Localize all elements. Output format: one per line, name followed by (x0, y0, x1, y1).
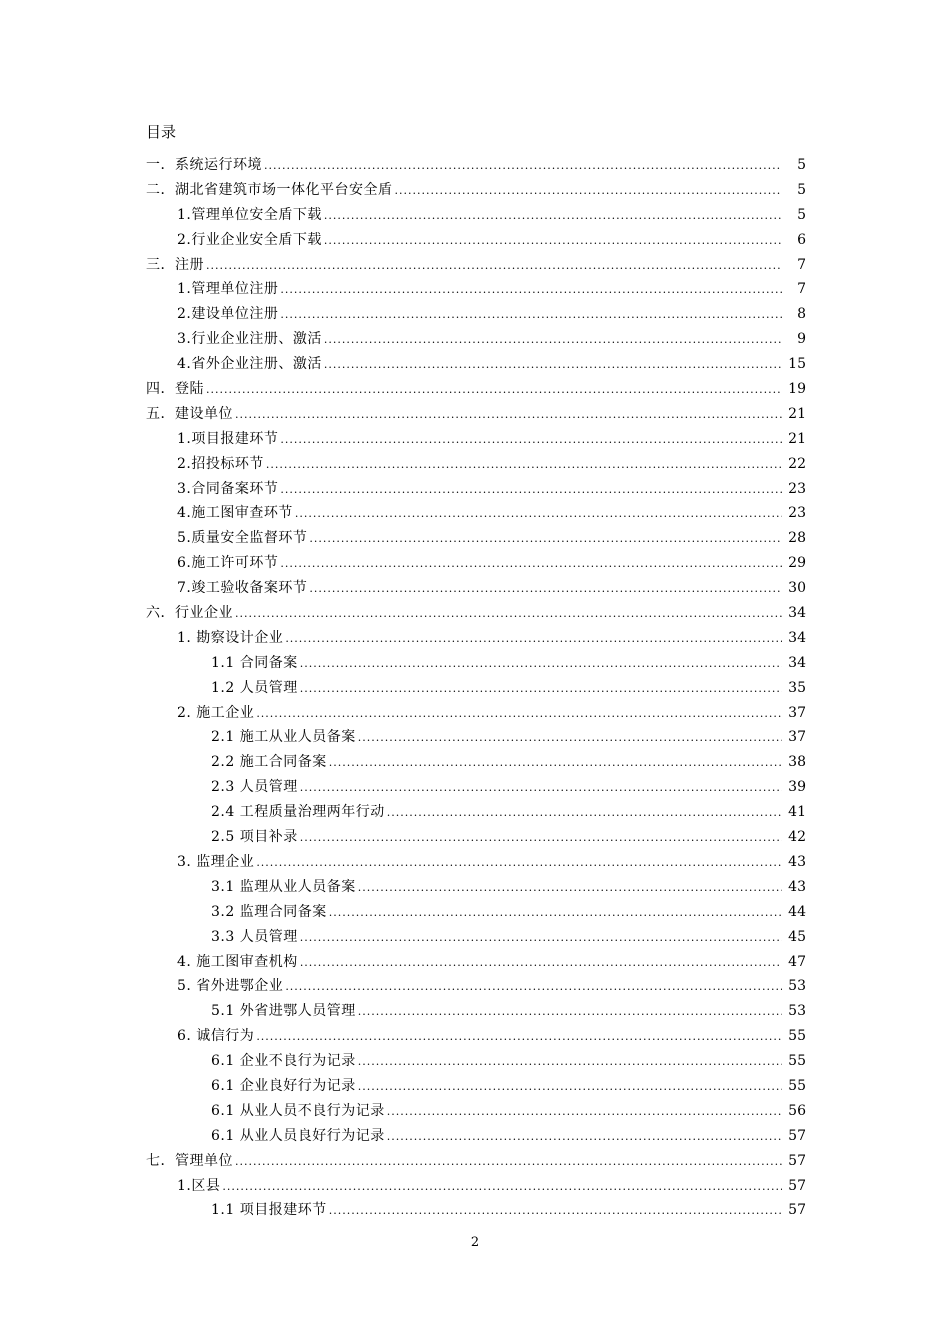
toc-entry-label: 6.1 从业人员不良行为记录 (211, 1102, 385, 1119)
toc-entry-page: 34 (788, 629, 806, 646)
toc-entry[interactable] (146, 379, 806, 404)
toc-entry-label: 2.建设单位注册 (177, 306, 279, 323)
toc-entry-label: 1.管理单位安全盾下载 (177, 206, 322, 223)
toc-entry[interactable] (146, 653, 806, 678)
page-number: 2 (470, 1235, 480, 1250)
toc-entry[interactable] (146, 255, 806, 280)
toc-entry-label: 二．湖北省建筑市场一体化平台安全盾 (146, 181, 393, 198)
dot-leader (358, 878, 782, 898)
toc-entry-page: 15 (788, 356, 806, 373)
dot-leader (329, 753, 782, 773)
toc-entry[interactable] (146, 877, 806, 902)
toc-entry-label: 1.区县 (177, 1177, 221, 1194)
toc-entry-page: 45 (788, 928, 806, 945)
toc-entry[interactable] (146, 155, 806, 180)
dot-leader (256, 1027, 782, 1047)
toc-entry[interactable] (146, 777, 806, 802)
dot-leader (324, 355, 782, 375)
toc-entry[interactable] (146, 752, 806, 777)
dot-leader (300, 928, 782, 948)
toc-entry-page: 57 (788, 1202, 806, 1219)
dot-leader (280, 480, 782, 500)
toc-entry-page: 39 (788, 779, 806, 796)
toc-entry-label: 五．建设单位 (146, 405, 233, 422)
dot-leader (235, 604, 782, 624)
toc-entry-label: 2.行业企业安全盾下载 (177, 231, 322, 248)
toc-entry[interactable] (146, 628, 806, 653)
toc-entry-label: 5.1 外省进鄂人员管理 (211, 1003, 356, 1020)
dot-leader (324, 206, 782, 226)
toc-entry-label: 1.管理单位注册 (177, 281, 279, 298)
toc-entry[interactable] (146, 1026, 806, 1051)
dot-leader (280, 430, 782, 450)
dot-leader (300, 953, 782, 973)
toc-title: 目录 (146, 123, 177, 141)
dot-leader (358, 1077, 782, 1097)
toc-entry-label: 3.行业企业注册、激活 (177, 331, 322, 348)
toc-entry-page: 21 (788, 430, 806, 447)
toc-entry-page: 5 (797, 157, 806, 173)
toc-entry-page: 19 (788, 381, 806, 398)
dot-leader (300, 679, 782, 699)
dot-leader (358, 1002, 782, 1022)
toc-entry[interactable] (146, 230, 806, 255)
dot-leader (300, 778, 782, 798)
toc-entry-page: 57 (788, 1127, 806, 1144)
toc-entry[interactable] (146, 304, 806, 329)
toc-entry-label: 3.3 人员管理 (211, 928, 298, 945)
toc-entry-page: 38 (788, 754, 806, 771)
dot-leader (309, 579, 782, 599)
dot-leader (280, 305, 782, 325)
dot-leader (358, 1052, 782, 1072)
dot-leader (280, 280, 782, 300)
dot-leader (395, 181, 783, 201)
toc-entry[interactable] (146, 429, 806, 454)
toc-entry[interactable] (146, 1176, 806, 1201)
toc-entry-page: 29 (788, 555, 806, 572)
toc-entry-label: 1. 勘察设计企业 (177, 629, 284, 646)
toc-entry-label: 2.5 项目补录 (211, 829, 298, 846)
toc-entry-page: 9 (797, 331, 806, 348)
toc-entry[interactable] (146, 976, 806, 1001)
toc-entry-page: 57 (788, 1177, 806, 1194)
toc-entry-page: 30 (788, 580, 806, 597)
dot-leader (256, 704, 782, 724)
toc-entry[interactable] (146, 852, 806, 877)
toc-entry-page: 35 (788, 679, 806, 696)
dot-leader (285, 977, 782, 997)
toc-entry-label: 7.竣工验收备案环节 (177, 580, 308, 597)
dot-leader (329, 903, 782, 923)
toc-entry[interactable] (146, 454, 806, 479)
toc-entry-page: 55 (788, 1053, 806, 1070)
toc-entry-page: 55 (788, 1077, 806, 1094)
dot-leader (358, 728, 782, 748)
toc-entry-page: 42 (788, 829, 806, 846)
toc-entry-page: 44 (788, 903, 806, 920)
toc-entry[interactable] (146, 1200, 806, 1225)
toc-entry-label: 七．管理单位 (146, 1152, 233, 1169)
toc-entry-label: 一．系统运行环境 (146, 157, 262, 173)
toc-entry-label: 4. 施工图审查机构 (177, 953, 298, 970)
dot-leader (324, 231, 782, 251)
toc-entry-label: 6. 诚信行为 (177, 1028, 255, 1045)
toc-entry-label: 6.施工许可环节 (177, 555, 279, 572)
toc-entry[interactable] (146, 727, 806, 752)
dot-leader (285, 629, 782, 649)
toc-entry[interactable] (146, 553, 806, 578)
toc-entry-page: 5 (797, 181, 806, 198)
toc-entry-page: 28 (788, 530, 806, 547)
toc-entry-page: 5 (797, 206, 806, 223)
toc-entry[interactable] (146, 703, 806, 728)
toc-entry[interactable] (146, 1076, 806, 1101)
toc-entry-label: 四．登陆 (146, 381, 204, 398)
toc-entry[interactable] (146, 479, 806, 504)
toc-entry-label: 6.1 企业不良行为记录 (211, 1053, 356, 1070)
toc-entry[interactable] (146, 1001, 806, 1026)
toc-entry-label: 5. 省外进鄂企业 (177, 978, 284, 995)
toc-entry-page: 53 (788, 1003, 806, 1020)
toc-entry[interactable] (146, 329, 806, 354)
toc-entry-page: 55 (788, 1028, 806, 1045)
toc-entry-label: 4.施工图审查环节 (177, 505, 293, 522)
toc-entry[interactable] (146, 603, 806, 628)
toc-entry-page: 47 (788, 953, 806, 970)
dot-leader (387, 803, 782, 823)
dot-leader (264, 156, 782, 176)
dot-leader (206, 380, 782, 400)
toc-entry-label: 3. 监理企业 (177, 853, 255, 870)
toc-entry-label: 3.1 监理从业人员备案 (211, 878, 356, 895)
dot-leader (256, 853, 782, 873)
toc-entry-page: 23 (788, 505, 806, 522)
dot-leader (206, 256, 782, 276)
toc-entry-page: 34 (788, 654, 806, 671)
dot-leader (387, 1127, 782, 1147)
toc-entry-label: 3.2 监理合同备案 (211, 903, 327, 920)
toc-entry-page: 56 (788, 1102, 806, 1119)
toc-entry-page: 6 (797, 231, 806, 248)
toc-entry-page: 21 (788, 405, 806, 422)
toc-entry-label: 4.省外企业注册、激活 (177, 356, 322, 373)
dot-leader (266, 455, 782, 475)
toc-entry-label: 2.4 工程质量治理两年行动 (211, 804, 385, 821)
toc-entry[interactable] (146, 952, 806, 977)
toc-entry-page: 53 (788, 978, 806, 995)
toc-entry[interactable] (146, 802, 806, 827)
dot-leader (295, 504, 782, 524)
toc-entry-label: 3.合同备案环节 (177, 480, 279, 497)
toc-entry-label: 三．注册 (146, 256, 204, 273)
dot-leader (300, 654, 782, 674)
toc-entry[interactable] (146, 503, 806, 528)
toc-entry-page: 8 (797, 306, 806, 323)
toc-entry-label: 六．行业企业 (146, 605, 233, 622)
toc-entry[interactable] (146, 678, 806, 703)
toc-entry-label: 6.1 从业人员良好行为记录 (211, 1127, 385, 1144)
toc-entry-page: 43 (788, 853, 806, 870)
dot-leader (235, 1152, 782, 1172)
toc-entry[interactable] (146, 1126, 806, 1151)
dot-leader (300, 828, 782, 848)
toc-entry[interactable] (146, 1051, 806, 1076)
toc-entry-page: 23 (788, 480, 806, 497)
toc-entry-page: 22 (788, 455, 806, 472)
toc-entry-label: 2. 施工企业 (177, 704, 255, 721)
toc-entry[interactable] (146, 927, 806, 952)
toc-entry-page: 41 (788, 804, 806, 821)
toc-entry[interactable] (146, 279, 806, 304)
toc-entry-page: 43 (788, 878, 806, 895)
toc-entry[interactable] (146, 578, 806, 603)
toc-entry[interactable] (146, 902, 806, 927)
toc-entry-page: 7 (797, 281, 806, 298)
toc-entry-label: 1.1 项目报建环节 (211, 1202, 327, 1219)
toc-entry-page: 57 (788, 1152, 806, 1169)
toc-entry-label: 2.2 施工合同备案 (211, 754, 327, 771)
toc-entry[interactable] (146, 1151, 806, 1176)
dot-leader (387, 1102, 782, 1122)
toc-entry-label: 6.1 企业良好行为记录 (211, 1077, 356, 1094)
toc-entry[interactable] (146, 180, 806, 205)
toc-entry[interactable] (146, 528, 806, 553)
toc-entry-page: 7 (797, 256, 806, 273)
toc-entry[interactable] (146, 827, 806, 852)
toc-entry-label: 2.招投标环节 (177, 455, 264, 472)
toc-entry-page: 37 (788, 729, 806, 746)
toc-entry-label: 1.1 合同备案 (211, 654, 298, 671)
dot-leader (324, 330, 782, 350)
dot-leader (280, 554, 782, 574)
dot-leader (329, 1201, 782, 1221)
toc-entry-label: 1.项目报建环节 (177, 430, 279, 447)
toc-entry-label: 5.质量安全监督环节 (177, 530, 308, 547)
toc-entry[interactable] (146, 404, 806, 429)
toc-entry[interactable] (146, 1101, 806, 1126)
toc-entry-label: 2.1 施工从业人员备案 (211, 729, 356, 746)
dot-leader (235, 405, 782, 425)
table-of-contents (146, 155, 806, 1225)
toc-entry-page: 37 (788, 704, 806, 721)
toc-entry[interactable] (146, 205, 806, 230)
toc-entry-label: 2.3 人员管理 (211, 779, 298, 796)
toc-entry-label: 1.2 人员管理 (211, 679, 298, 696)
toc-entry[interactable] (146, 354, 806, 379)
dot-leader (222, 1177, 782, 1197)
dot-leader (309, 529, 782, 549)
toc-entry-page: 34 (788, 605, 806, 622)
